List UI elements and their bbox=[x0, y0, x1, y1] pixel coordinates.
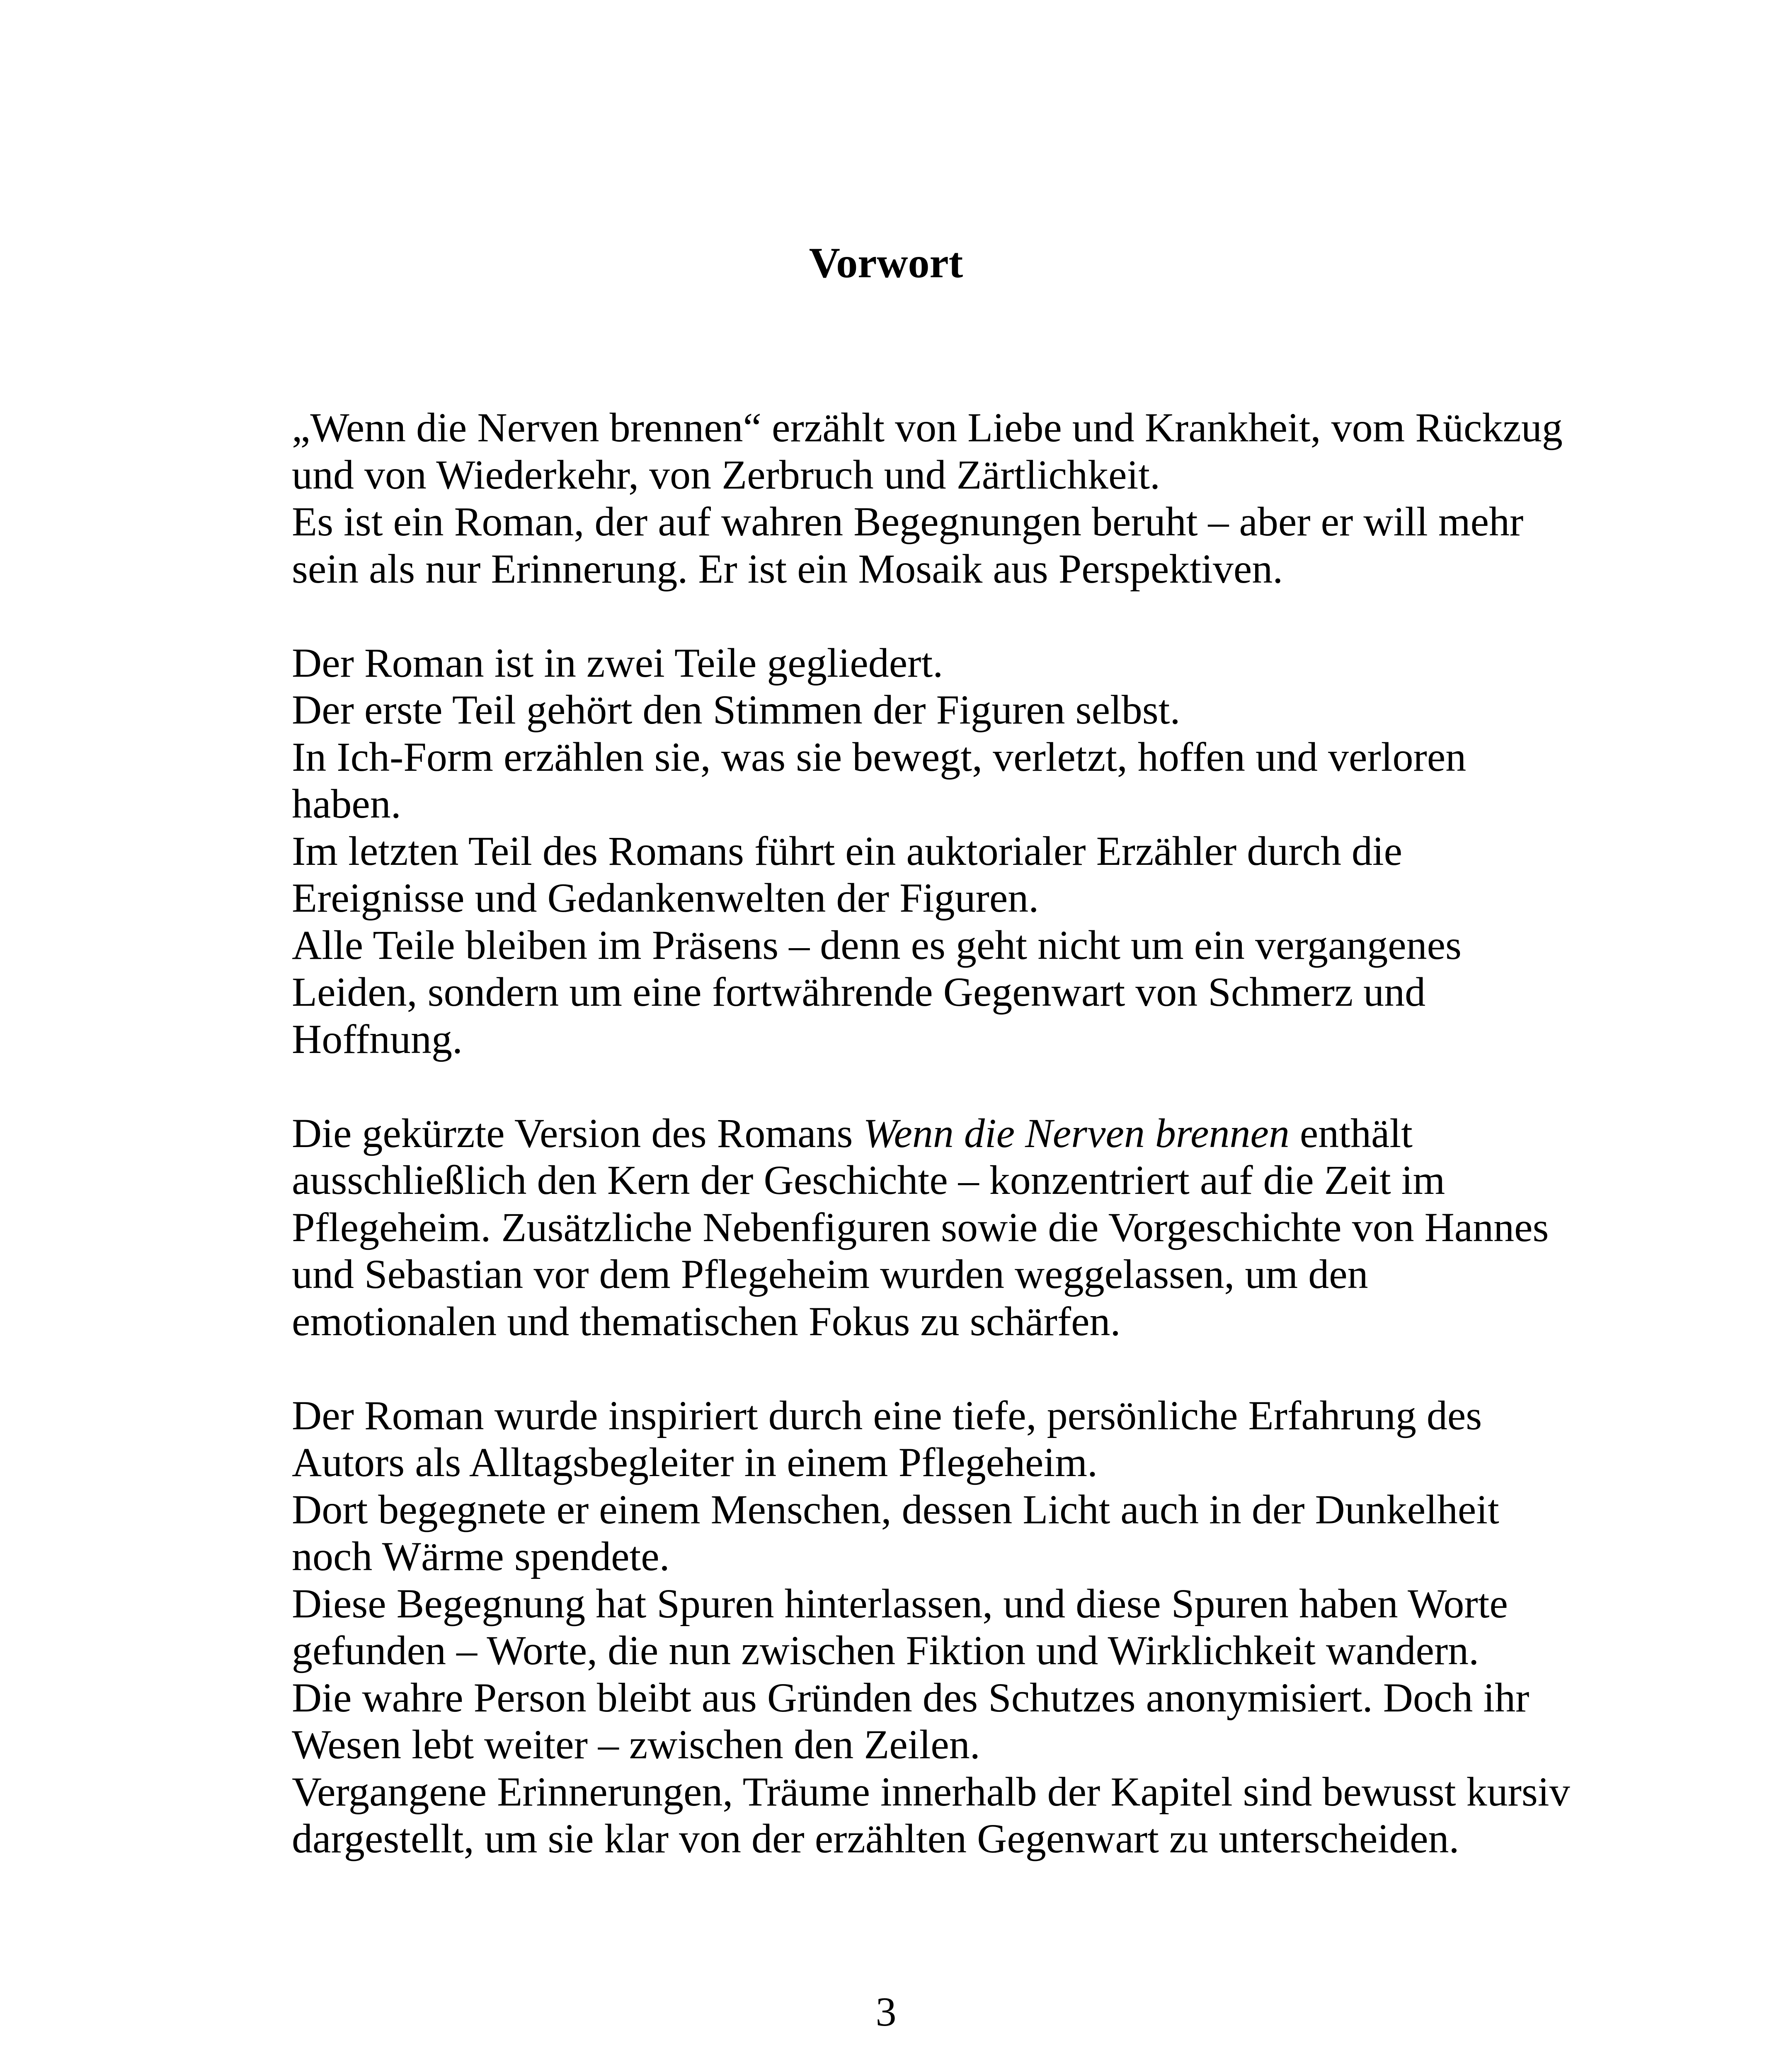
body-text bbox=[292, 404, 1585, 1862]
text-line: dargestellt, um sie klar von der erzählten Gegenwart zu unterscheiden. bbox=[292, 1815, 1459, 1861]
text-line: Ereignisse und Gedankenwelten der Figuren. bbox=[292, 875, 1039, 921]
page-number: 3 bbox=[875, 1989, 897, 2035]
text-line: Es ist ein Roman, der auf wahren Begegnungen beruht – aber er will mehr bbox=[292, 499, 1524, 545]
text-line: Wesen lebt weiter – zwischen den Zeilen. bbox=[292, 1721, 980, 1767]
page-title: Vorwort bbox=[809, 239, 963, 287]
text-line: In Ich-Form erzählen sie, was sie bewegt, verletzt, hoffen und verloren bbox=[292, 733, 1467, 780]
text-line: haben. bbox=[292, 781, 401, 827]
text-line: Der Roman ist in zwei Teile gegliedert. bbox=[292, 639, 943, 686]
text-line: emotionalen und thematischen Fokus zu schärfen. bbox=[292, 1298, 1121, 1344]
paragraph-spacer bbox=[292, 592, 1585, 639]
text-line: Der erste Teil gehört den Stimmen der Figuren selbst. bbox=[292, 687, 1181, 733]
text-line: Diese Begegnung hat Spuren hinterlassen, und diese Spuren haben Worte bbox=[292, 1580, 1508, 1627]
text-line: und von Wiederkehr, von Zerbruch und Zärtlichkeit. bbox=[292, 451, 1161, 498]
text-line: Pflegeheim. Zusätzliche Nebenfiguren sowie die Vorgeschichte von Hannes bbox=[292, 1204, 1549, 1250]
text-line: Leiden, sondern um eine fortwährende Gegenwart von Schmerz und bbox=[292, 969, 1426, 1015]
paragraph-4 bbox=[292, 1392, 1585, 1862]
paragraph-3 bbox=[292, 1110, 1585, 1345]
text-line: Dort begegnete er einem Menschen, dessen Licht auch in der Dunkelheit bbox=[292, 1486, 1499, 1532]
text-line: Hoffnung. bbox=[292, 1016, 463, 1062]
text-line: Vergangene Erinnerungen, Träume innerhalb der Kapitel sind bewusst kursiv bbox=[292, 1768, 1570, 1815]
paragraph-1 bbox=[292, 404, 1585, 592]
text-line: Alle Teile bleiben im Präsens – denn es geht nicht um ein vergangenes bbox=[292, 922, 1462, 968]
text-line: Autors als Alltagsbegleiter in einem Pflegeheim. bbox=[292, 1439, 1098, 1485]
text-line: ausschließlich den Kern der Geschichte – konzentriert auf die Zeit im bbox=[292, 1157, 1445, 1203]
text-line: „Wenn die Nerven brennen“ erzählt von Liebe und Krankheit, vom Rückzug bbox=[292, 404, 1563, 450]
paragraph-spacer bbox=[292, 1345, 1585, 1392]
text-line: und Sebastian vor dem Pflegeheim wurden weggelassen, um den bbox=[292, 1251, 1368, 1297]
text-line: Der Roman wurde inspiriert durch eine tiefe, persönliche Erfahrung des bbox=[292, 1392, 1482, 1438]
text-run: Die gekürzte Version des Romans bbox=[292, 1110, 863, 1156]
paragraph-spacer bbox=[292, 1063, 1585, 1110]
text-line: Die wahre Person bleibt aus Gründen des Schutzes anonymisiert. Doch ihr bbox=[292, 1674, 1530, 1721]
text-line: Im letzten Teil des Romans führt ein auktorialer Erzähler durch die bbox=[292, 828, 1403, 874]
text-line bbox=[292, 1110, 1585, 1157]
text-line: sein als nur Erinnerung. Er ist ein Mosaik aus Perspektiven. bbox=[292, 545, 1283, 592]
paragraph-2 bbox=[292, 639, 1585, 1063]
text-line: noch Wärme spendete. bbox=[292, 1533, 670, 1579]
text-line: gefunden – Worte, die nun zwischen Fiktion und Wirklichkeit wandern. bbox=[292, 1627, 1479, 1673]
text-run: enthält bbox=[1289, 1110, 1413, 1156]
book-title-italic: Wenn die Nerven brennen bbox=[863, 1110, 1290, 1156]
